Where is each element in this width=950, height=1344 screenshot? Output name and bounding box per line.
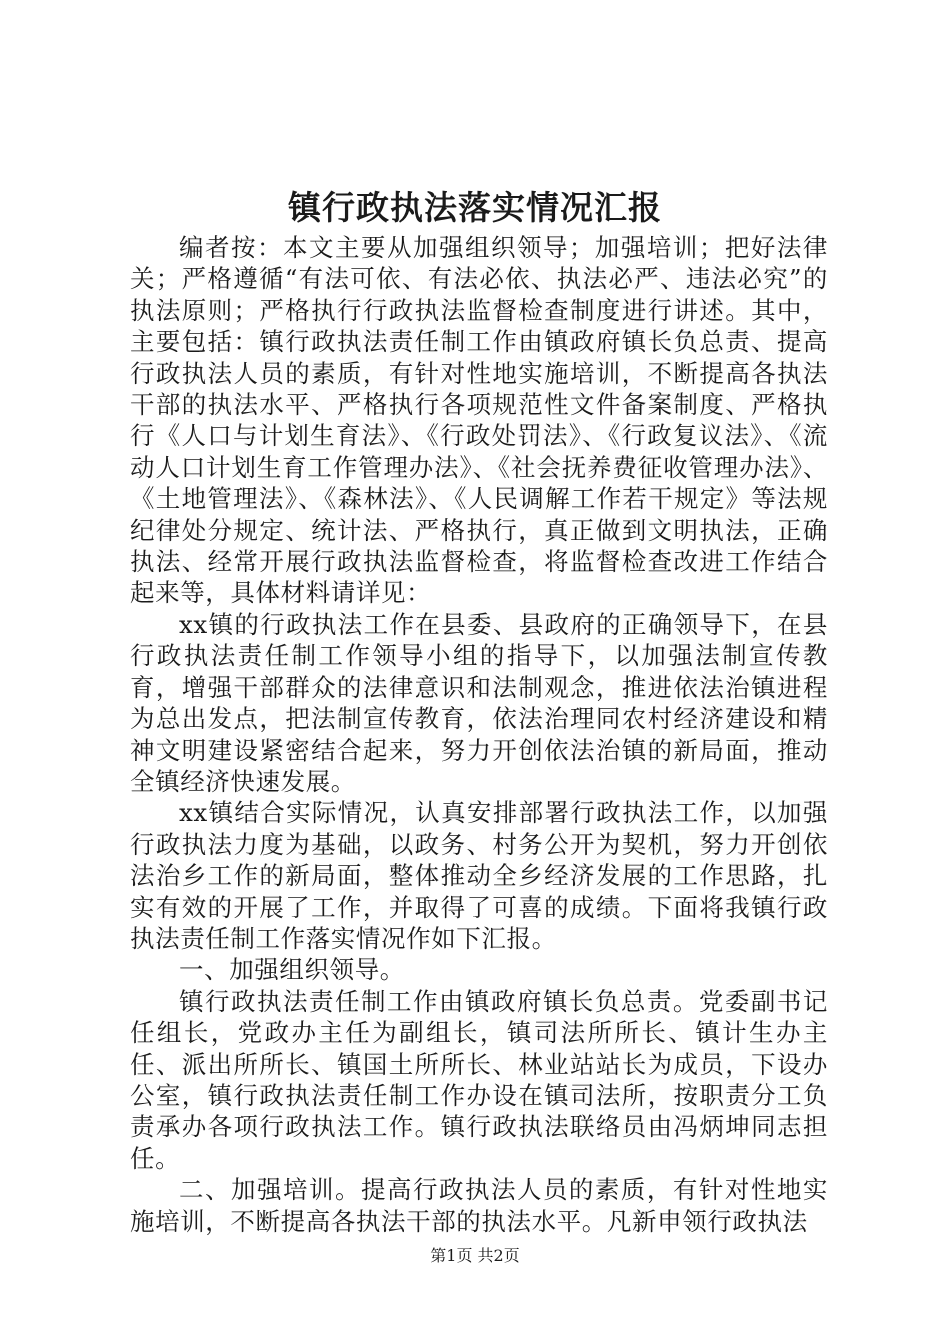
- paragraph-organization: 镇行政执法责任制工作由镇政府镇长负总责。党委副书记任组长，党政办主任为副组长，镇司法所所长、镇计生办主任、派出所所长、镇国土所所长、林业站站长为成员，下设办公室，镇行政执法责任制工作办设在镇司法所，按职责分工负责承办各项行政执法工作。镇行政执法联络员由冯炳坤同志担任。: [130, 986, 828, 1173]
- paragraph-editor-note: 编者按：本文主要从加强组织领导；加强培训；把好法律关；严格遵循“有法可依、有法必依、执法必严、违法必究”的执法原则；严格执行行政执法监督检查制度进行讲述。其中，主要包括：镇行政执法责任制工作由镇政府镇长负总责、提高行政执法人员的素质，有针对性地实施培训，不断提高各执法干部的执法水平、严格执行各项规范性文件备案制度、严格执行《人口与计划生育法》、《行政处罚法》、《行政复议法》、《流动人口计划生育工作管理办法》、《社会抚养费征收管理办法》、《土地管理法》、《森林法》、《人民调解工作若干规定》等法规纪律处分规定、统计法、严格执行，真正做到文明执法，正确执法、经常开展行政执法监督检查，将监督检查改进工作结合起来等，具体材料请详见：: [130, 233, 828, 608]
- paragraph-intro: xx镇的行政执法工作在县委、县政府的正确领导下，在县行政执法责任制工作领导小组的指导下，以加强法制宣传教育，增强干部群众的法律意识和法制观念，推进依法治镇进程为总出发点，把法制宣传教育，依法治理同农村经济建设和精神文明建设紧密结合起来，努力开创依法治镇的新局面，推动全镇经济快速发展。: [130, 609, 828, 796]
- page-number-footer: 第1页 共2页: [430, 1246, 520, 1265]
- section-heading-2-paragraph: 二、加强培训。提高行政执法人员的素质，有针对性地实施培训，不断提高各执法干部的执法水平。凡新申领行政执法: [130, 1175, 828, 1236]
- document-title: 镇行政执法落实情况汇报: [288, 188, 662, 227]
- document-body: [130, 232, 828, 1237]
- paragraph-overview: xx镇结合实际情况，认真安排部署行政执法工作，以加强行政执法力度为基础，以政务、村务公开为契机，努力开创依法治乡工作的新局面，整体推动全乡经济发展的工作思路，扎实有效的开展了工作，并取得了可喜的成绩。下面将我镇行政执法责任制工作落实情况作如下汇报。: [130, 798, 828, 953]
- section-heading-1: 一、加强组织领导。: [179, 955, 405, 985]
